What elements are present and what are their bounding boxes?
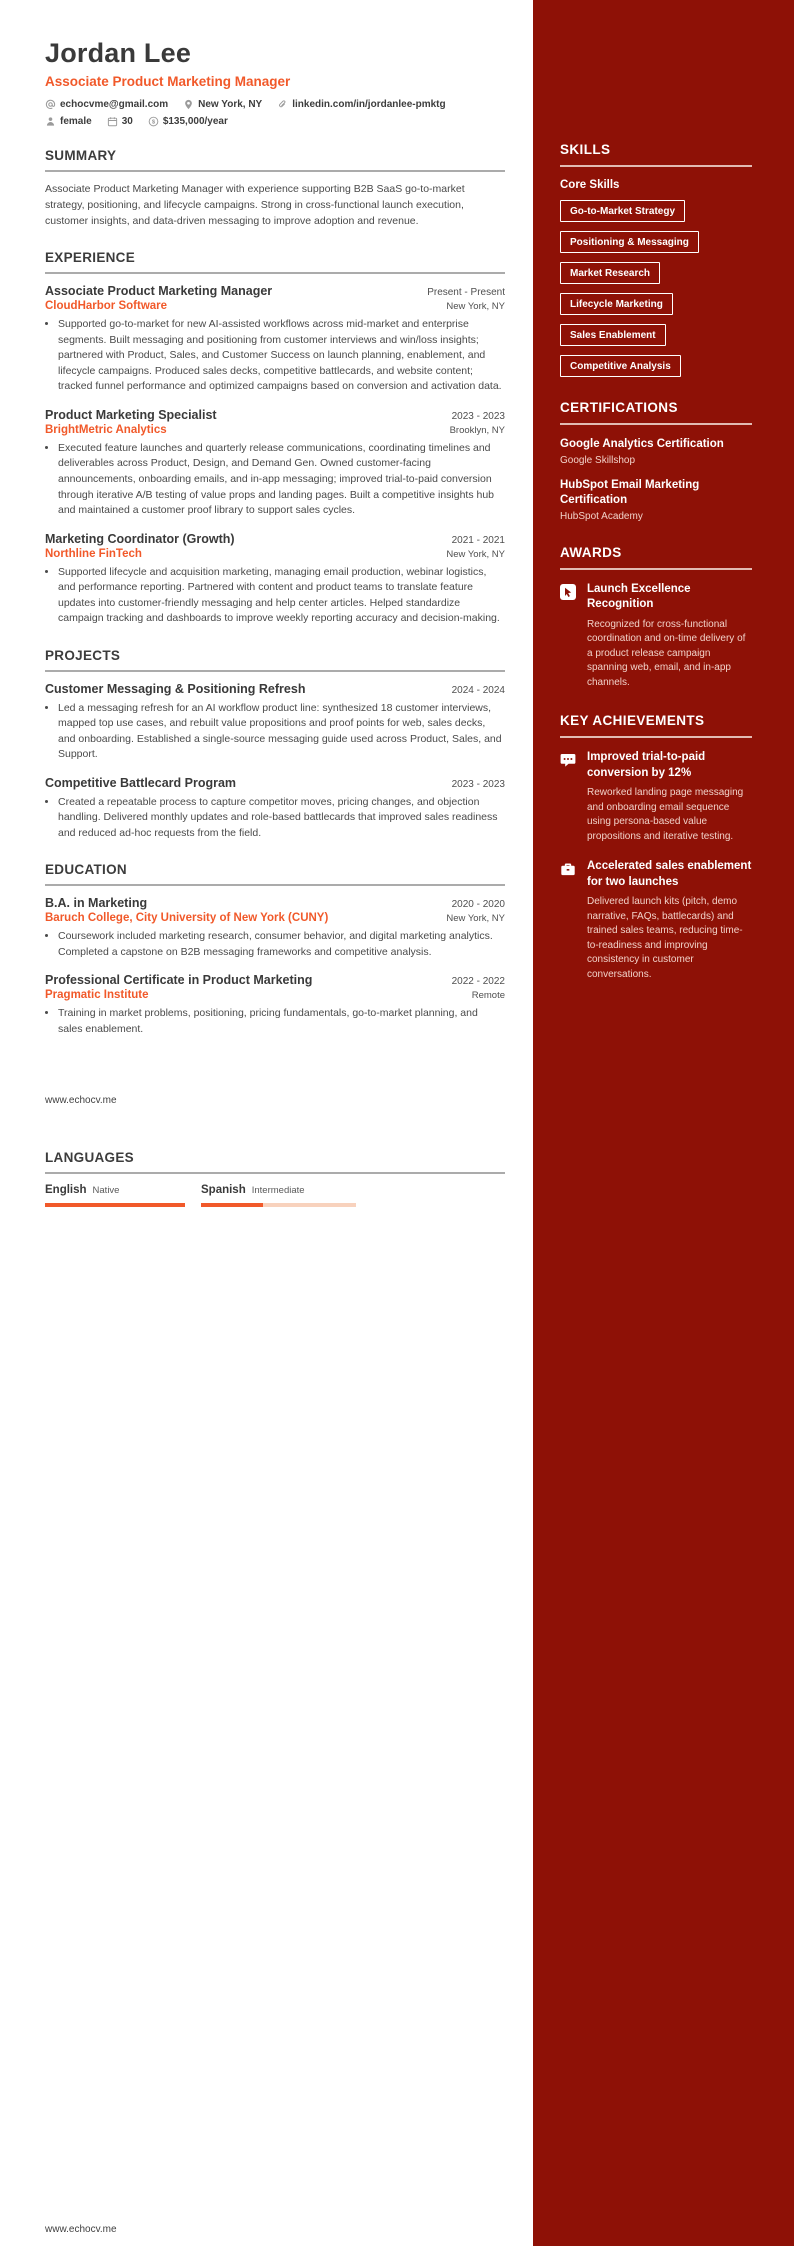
job-location: New York, NY bbox=[446, 301, 505, 313]
education-entry bbox=[45, 973, 505, 1037]
school-name: Baruch College, City University of New York (CUNY) bbox=[45, 912, 329, 925]
achievement-item bbox=[560, 750, 752, 844]
link-icon bbox=[277, 99, 288, 110]
summary-heading: SUMMARY bbox=[45, 148, 117, 163]
certification-issuer: HubSpot Academy bbox=[560, 510, 643, 522]
language-proficiency-fill bbox=[201, 1203, 263, 1207]
contact-location: New York, NY bbox=[183, 99, 262, 110]
skill-pill: Positioning & Messaging bbox=[560, 231, 699, 253]
language-proficiency-bar bbox=[201, 1203, 356, 1207]
language-name: Spanish bbox=[201, 1184, 246, 1196]
summary-section bbox=[45, 148, 505, 229]
language-level: Native bbox=[92, 1185, 120, 1196]
achievement-description: Delivered launch kits (pitch, demo narrative, FAQs, battlecards) and trained sales teams, reducing time-to-readiness and improving consistency in customer conversations. bbox=[587, 896, 743, 980]
school-name: Pragmatic Institute bbox=[45, 989, 149, 1002]
project-dates: 2024 - 2024 bbox=[451, 684, 505, 696]
degree-title: B.A. in Marketing bbox=[45, 896, 148, 911]
briefcase-icon bbox=[560, 861, 576, 982]
contact-age: 30 bbox=[107, 116, 133, 127]
job-title-subheading: Associate Product Marketing Manager bbox=[45, 74, 291, 89]
section-divider bbox=[45, 884, 505, 886]
education-dates: 2022 - 2022 bbox=[451, 976, 505, 988]
project-bullet: • Led a messaging refresh for an AI workflow product line: synthesized 18 customer interviews, mapped top use cases, and rebuilt value propositions and proof points for web, sales decks, and onboarding. Established a single-source messaging guide used across Product, Sales, and Support. bbox=[58, 701, 505, 763]
award-title: Launch Excellence Recognition bbox=[587, 582, 691, 611]
skill-pill: Market Research bbox=[560, 262, 660, 284]
achievement-description: Reworked landing page messaging and onboarding email sequence using persona-based value propositions and iterative testing. bbox=[587, 787, 744, 842]
skill-pill: Go-to-Market Strategy bbox=[560, 200, 685, 222]
sidebar-divider bbox=[560, 423, 752, 425]
job-dates: 2021 - 2021 bbox=[451, 534, 505, 546]
job-bullet: • Supported lifecycle and acquisition marketing, managing email production, webinar logistics, and performance reporting. Partnered with content and product teams to translate feature updates into customer-friendly messaging and help center articles. Helped standardize campaign tracking and dashboards to improve weekly reporting accuracy and decision-making. bbox=[58, 565, 505, 627]
language-level: Intermediate bbox=[251, 1185, 305, 1196]
contact-email[interactable]: echocvme@gmail.com bbox=[45, 99, 168, 110]
at-icon bbox=[45, 99, 56, 110]
job-bullet: • Supported go-to-market for new AI-assisted workflows across mid-market and enterprise segments. Built messaging and positioning from customer interviews and win/loss insights; partnered with Product, Sales, and Customer Success on launch planning, enablement, and lifecycle campaigns. Produced sales decks, competitive battlecards, and website content; tracked funnel performance and optimized campaigns based on conversion and activation data. bbox=[58, 317, 505, 395]
sidebar-divider bbox=[560, 736, 752, 738]
contact-salary: $ $135,000/year bbox=[148, 116, 228, 127]
job-dates: Present - Present bbox=[427, 287, 505, 299]
achievement-item bbox=[560, 859, 752, 982]
cursor-badge-icon bbox=[560, 584, 576, 691]
page-title name: Jordan Lee bbox=[45, 38, 192, 68]
location-pin-icon bbox=[183, 99, 194, 110]
education-bullet: • Coursework included marketing research, consumer behavior, and digital marketing analytics. Completed a capstone on B2B messaging frameworks and competitive analysis. bbox=[58, 929, 505, 960]
sidebar-divider bbox=[560, 568, 752, 570]
education-location: Remote bbox=[471, 990, 505, 1002]
footer-url[interactable]: www.echocv.me bbox=[45, 1095, 117, 1106]
project-dates: 2023 - 2023 bbox=[451, 778, 505, 790]
education-entry bbox=[45, 896, 505, 960]
certification-name: Google Analytics Certification bbox=[560, 438, 724, 450]
person-icon bbox=[45, 116, 56, 127]
job-title: Marketing Coordinator (Growth) bbox=[45, 531, 235, 546]
projects-heading: PROJECTS bbox=[45, 647, 121, 663]
languages-heading: LANGUAGES bbox=[45, 1150, 134, 1165]
job-location: New York, NY bbox=[446, 548, 505, 560]
company-name: CloudHarbor Software bbox=[45, 300, 168, 313]
section-divider bbox=[45, 272, 505, 274]
experience-heading: EXPERIENCE bbox=[45, 250, 136, 266]
skill-pill: Competitive Analysis bbox=[560, 355, 681, 377]
education-section bbox=[45, 862, 505, 1037]
experience-entry bbox=[45, 408, 505, 519]
skill-pill: Sales Enablement bbox=[560, 324, 666, 346]
speech-bubble-icon bbox=[560, 752, 576, 844]
company-name: Northline FinTech bbox=[45, 547, 142, 560]
language-item bbox=[201, 1184, 356, 1207]
calendar-icon bbox=[107, 116, 118, 127]
job-location: Brooklyn, NY bbox=[449, 424, 505, 436]
certifications-section bbox=[560, 400, 752, 522]
experience-entry bbox=[45, 532, 505, 627]
certification-issuer: Google Skillshop bbox=[560, 454, 636, 466]
money-icon bbox=[148, 116, 159, 127]
education-bullet: • Training in market problems, positioning, pricing fundamentals, go-to-market planning, and sales enablement. bbox=[58, 1006, 505, 1037]
award-description: Recognized for cross-functional coordination and on-time delivery of a product release campaign spanning web, email, and in-app channels. bbox=[587, 618, 746, 688]
experience-entry bbox=[45, 284, 505, 395]
skills-heading: SKILLS bbox=[560, 142, 611, 157]
language-name: English bbox=[45, 1184, 87, 1196]
key-achievements-section bbox=[560, 713, 752, 982]
awards-section bbox=[560, 545, 752, 691]
section-divider bbox=[45, 1172, 505, 1174]
project-title: Competitive Battlecard Program bbox=[45, 775, 237, 790]
language-proficiency-fill bbox=[45, 1203, 185, 1207]
awards-heading: AWARDS bbox=[560, 544, 622, 560]
summary-text: Associate Product Marketing Manager with experience supporting B2B SaaS go-to-market strategy, positioning, and lifecycle campaigns. Strong in cross-functional launch execution, customer insights, and data-driven messaging to improve adoption and revenue. bbox=[45, 183, 465, 227]
job-title: Product Marketing Specialist bbox=[45, 407, 217, 422]
sidebar-divider bbox=[560, 165, 752, 167]
job-bullet: • Executed feature launches and quarterly release communications, coordinating timelines and deliverables across Product, Design, and Demand Gen. Owned customer-facing announcements, onboarding emails, and in-app messaging; improved trial-to-paid conversion through iterative A/B testing of value props and landing pages. Built a competitive insights hub and maintained a customer proof library to support sales cycles. bbox=[58, 441, 505, 519]
footer-url[interactable]: www.echocv.me bbox=[45, 2224, 117, 2235]
section-divider bbox=[45, 170, 505, 172]
skills-group-label: Core Skills bbox=[560, 179, 620, 191]
job-title: Associate Product Marketing Manager bbox=[45, 284, 273, 299]
certifications-heading: CERTIFICATIONS bbox=[560, 400, 678, 415]
project-entry bbox=[45, 776, 505, 842]
section-divider bbox=[45, 670, 505, 672]
education-heading: EDUCATION bbox=[45, 862, 127, 878]
skills-section bbox=[560, 142, 752, 377]
company-name: BrightMetric Analytics bbox=[45, 423, 167, 436]
sidebar bbox=[533, 0, 794, 2246]
projects-section bbox=[45, 648, 505, 842]
contact-linkedin[interactable]: linkedin.com/in/jordanlee-pmktg bbox=[277, 99, 445, 110]
experience-section bbox=[45, 250, 505, 626]
key-achievements-heading: KEY ACHIEVEMENTS bbox=[560, 713, 705, 729]
achievement-title: Accelerated sales enablement for two launches bbox=[587, 860, 752, 888]
certification-name: HubSpot Email Marketing Certification bbox=[560, 478, 700, 506]
achievement-title: Improved trial-to-paid conversion by 12% bbox=[587, 751, 706, 779]
degree-title: Professional Certificate in Product Marketing bbox=[45, 973, 313, 988]
contact-gender: female bbox=[45, 116, 92, 127]
job-dates: 2023 - 2023 bbox=[451, 410, 505, 422]
education-dates: 2020 - 2020 bbox=[451, 899, 505, 911]
project-entry bbox=[45, 682, 505, 763]
language-proficiency-bar bbox=[45, 1203, 185, 1207]
languages-section bbox=[45, 1150, 505, 1207]
contact-row bbox=[45, 99, 475, 127]
language-item bbox=[45, 1184, 185, 1207]
svg-text:$: $ bbox=[151, 119, 155, 126]
certification-item bbox=[560, 437, 752, 466]
project-bullet: • Created a repeatable process to capture competitor moves, pricing changes, and objection handling. Delivered monthly updates and role-based battlecards that improved sales readiness and reduced ad-hoc requests from the field. bbox=[58, 795, 505, 842]
skill-pill: Lifecycle Marketing bbox=[560, 293, 673, 315]
certification-item bbox=[560, 478, 752, 522]
award-item bbox=[560, 582, 752, 691]
education-location: New York, NY bbox=[446, 913, 505, 925]
project-title: Customer Messaging & Positioning Refresh bbox=[45, 681, 306, 696]
